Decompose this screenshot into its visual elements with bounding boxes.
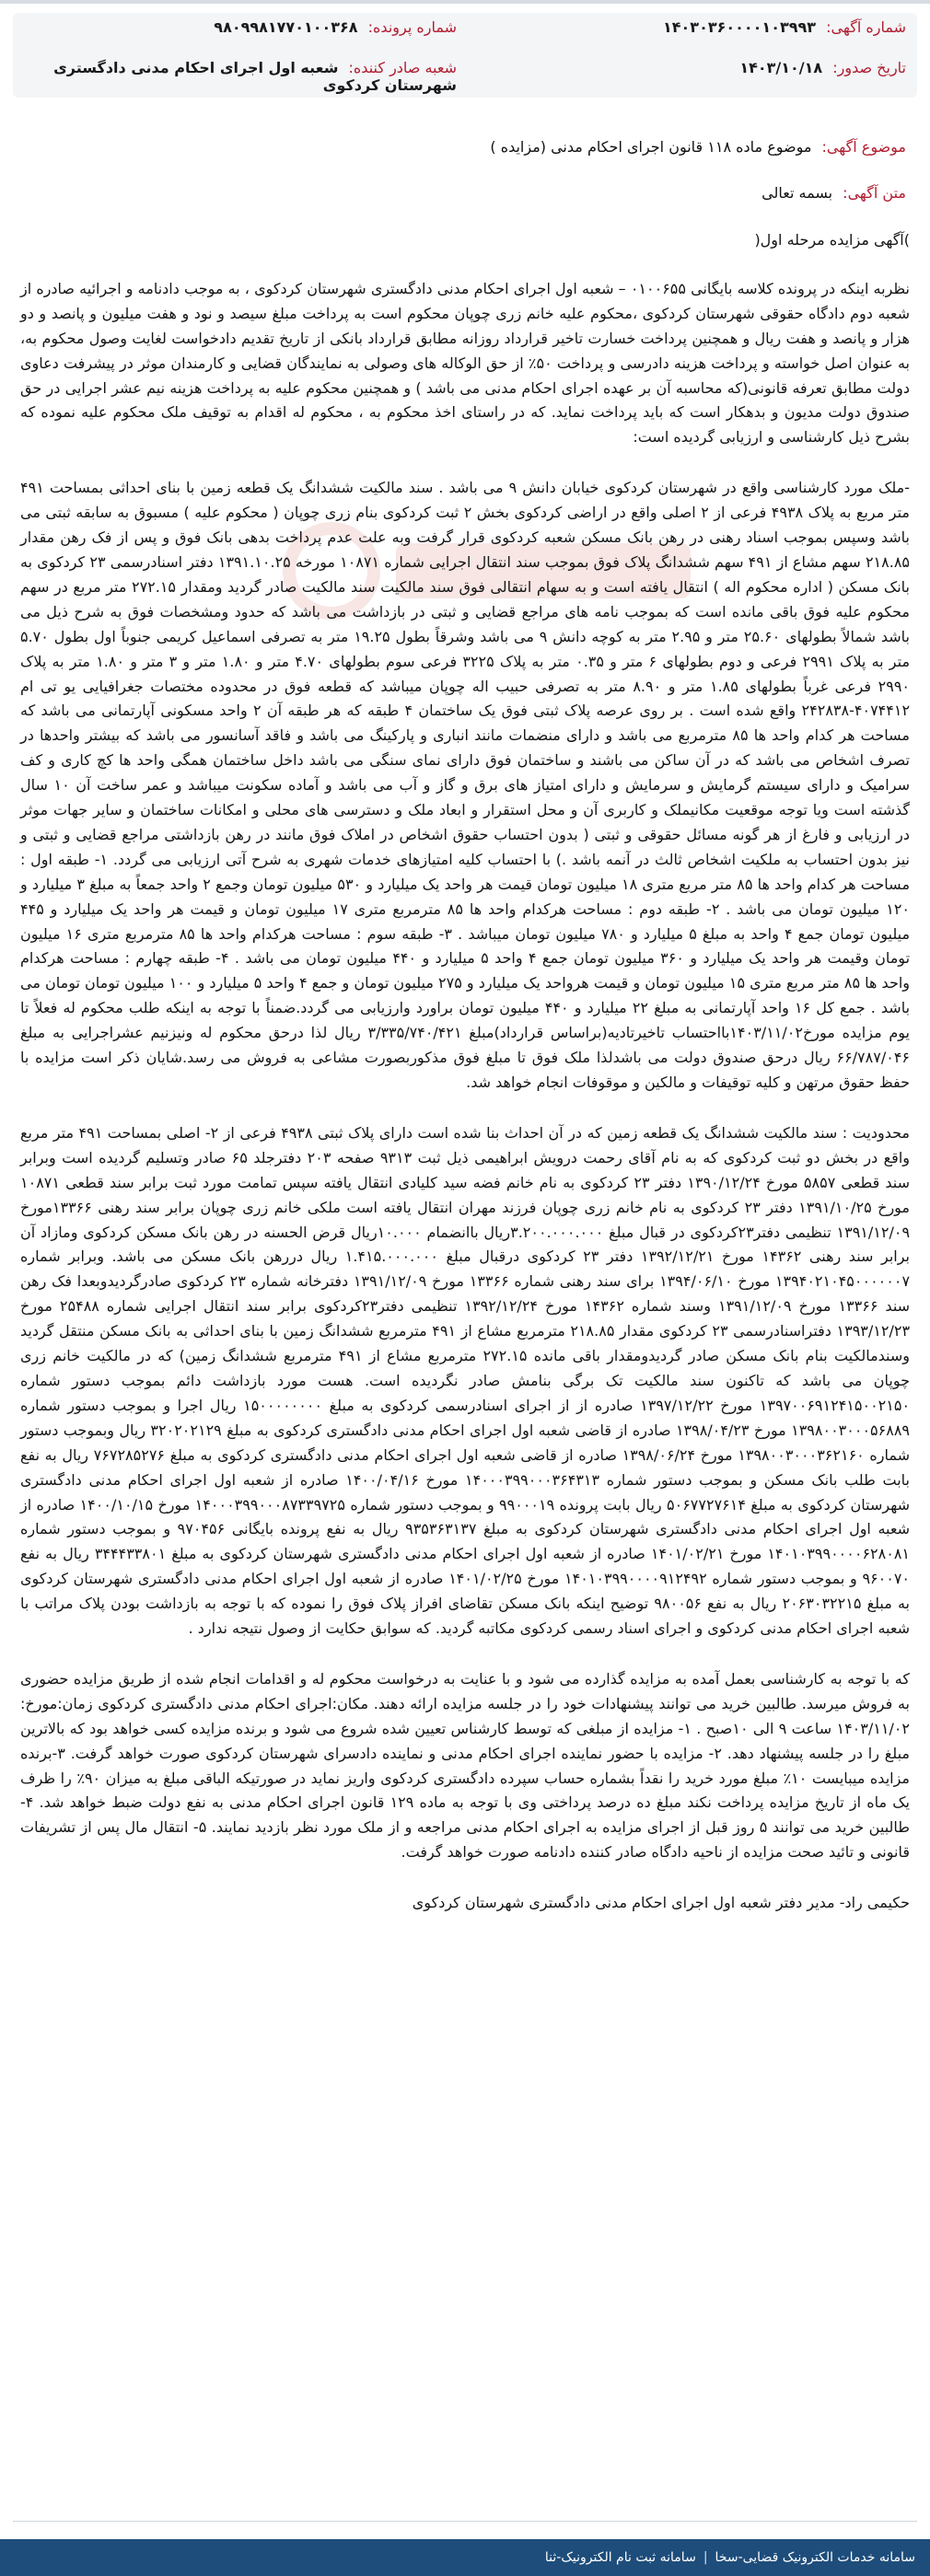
footer-link-sakha[interactable]: سامانه خدمات الکترونیک قضایی-سخا xyxy=(715,2550,915,2565)
notice-subject xyxy=(24,138,906,156)
footer-divider xyxy=(13,2521,917,2522)
paragraph-auction-terms: که با توجه به کارشناسی بعمل آمده به مزایده گذارده می شود و با عنایت به درخواست محکوم له و اقدامات انجام شده از طریق مزایده حضوری به فروش میرسد. طالبین خرید می توانند پیشنهادات خود را در جلسه مزایده ارائه دهند. مکان:اجرای احکام مدنی دادگستری کردکوی زمان:مورخ: ۱۴۰۳/۱۱/۰۲ ساعت ۹ الی ۱۰صبح . ۱- مزایده از مبلغی که توسط کارشناس تعیین شده شروع می شود و برنده مزایده کسی خواهد بود که بالاترین مبلغ را در جلسه پیشنهاد دهد. ۲- مزایده با حضور نماینده اجرای احکام مدنی و نماینده دادسرای شهرستان کردکوی صورت خواهد گرفت. ۳-برنده مزایده میبایست ۱۰٪ مبلغ مورد خرید را نقداً بشماره حساب سپرده دادگستری کردکوی واریز نماید در صورتیکه الباقی مبلغ به میزان ۹۰٪ را ظرف یک ماه از تاریخ مزایده پرداخت نکند مبلغ ده درصد پرداختی وی با توجه به ماده ۱۲۹ قانون اجرای احکام مدنی به نفع دولت ضبط خواهد شد. ۴- طالبین خرید می توانند ۵ روز قبل از اجرای مزایده به اجرای احکام مدنی مراجعه و از ملک مورد نظر بازدید نمایند. ۵- انتقال مال پس از تشریفات قانونی و تائید صحت مزایده از ناحیه دادگاه صادر کننده دادنامه صورت خواهد گرفت. xyxy=(20,1669,911,1862)
case-number xyxy=(24,18,457,59)
subject-label: موضوع آگهی: xyxy=(821,138,906,156)
notice-number-label: شماره آگهی: xyxy=(826,18,906,36)
top-bar xyxy=(0,0,930,4)
footer-separator: | xyxy=(703,2550,708,2565)
subject-value: موضوع ماده ۱۱۸ قانون اجرای احکام مدنی (مزایده ) xyxy=(490,138,812,156)
notice-body-heading xyxy=(24,184,906,202)
body-label: متن آگهی: xyxy=(843,184,906,202)
paragraph-intro: نظربه اینکه در پرونده کلاسه بایگانی ۰۱۰۰۶۵۵ – شعبه اول اجرای احکام مدنی دادگستری شهرستان کردکوی ، به موجب دادنامه و اجرائیه صادره از شعبه دوم دادگاه حقوقی شهرستان کردکوی ،محکوم علیه خانم زری چوپان محکوم است به پرداخت مبلغ سیصد و نود و هفت میلیون و پانصد و دو هزار و پانصد و هفت ریال و همچنین پرداخت خسارت تاخیر قرارداد روزانه مطابق قرارداد بانکی از تاریخ تقدیم دادخواست لغایت وصول محکوم به، به عنوان اصل خواسته و پرداخت هزینه دادرسی و پرداخت ۵۰٪ از حق الوکاله های وصولی به نمایندگان قضایی و کارمندان موثر در پیشرفت دعاوی دولت مطابق تعرفه قانونی(که محاسبه آن بر عهده اجرای احکام مدنی می باشد ) و همچنین محکوم علیه به پرداخت هزینه نیم عشر اجرایی در حق صندوق دولت مدیون و بدهکار است که باید پرداخت نماید. که در راستای اخذ محکوم به ، محکوم له اقدام به توقیف ملک محکوم علیه نموده که بشرح ذیل کارشناسی و ارزیابی گردیده است: xyxy=(20,279,911,447)
issuer-label: شعبه صادر کننده: xyxy=(348,59,457,76)
auction-title: )آگهی مزایده مرحله اول( xyxy=(754,231,910,249)
issuer-value: شعبه اول اجرای احکام مدنی دادگستری شهرستان کردکوی xyxy=(53,59,457,94)
case-number-value: ۹۸۰۹۹۸۱۷۷۰۱۰۰۳۶۸ xyxy=(214,18,358,36)
header-row-2 xyxy=(13,59,917,99)
body-heading-value: بسمه تعالی xyxy=(761,184,833,202)
header-row-1 xyxy=(13,18,917,59)
footer-link-sana[interactable]: سامانه ثبت نام الکترونیک-ثنا xyxy=(544,2550,696,2565)
issue-date-label: تاریخ صدور: xyxy=(832,59,906,76)
issue-date-value: ۱۴۰۳/۱۰/۱۸ xyxy=(739,59,823,76)
issue-date xyxy=(473,59,906,99)
paragraph-property: -ملک مورد کارشناسی واقع در شهرستان کردکوی خیابان دانش ۹ می باشد . سند مالکیت ششدانگ یک قطعه زمین با بنای احداثی بمساحت ۴۹۱ متر مربع به پلاک ۴۹۳۸ فرعی از ۲ اصلی واقع در اراضی کردکوی بخش ۲ ثبت کردکوی بنام زری چوپان ( محکوم علیه ) مسبوق به سابقه ثبتی می باشد وسپس بموجب اسناد رهنی در رهن بانک مسکن شعبه کردکوی قرار گرفت وبه علت عدم پرداخت بدهی بانک فوق و پس از فک رهن مقدار ۲۱۸.۸۵ سهم مشاع از ۴۹۱ سهم ششدانگ پلاک فوق بموجب سند انتقال اجرایی شماره ۱۰۸۷۱ مورخه ۱۳۹۱.۱۰.۲۵ دفتر اسنادرسمی ۲۳ کردکوی به بانک مسکن ( اداره محکوم اله ) انتقال یافته است و به سهام انتقالی فوق سند مالکیت سند مالکیت صادر گردید ومقدار ۲۷۲.۱۵ متر مربع در سهم محکوم علیه فوق باقی مانده است که بموجب نامه های مراجع قضایی و ثبتی در بازداشت می باشد که حدود ومشخصات فوق به شرح ذیل می باشد شمالاً بطولهای ۲۵.۶۰ متر و ۲.۹۵ متر به کوچه دانش ۹ می باشد وشرقاً بطول ۱۹.۲۵ متر به تصرفی اسماعیل کریمی جنوباً اول بطول ۵.۷۰ متر به پلاک ۲۹۹۱ فرعی و دوم بطولهای ۶ متر و ۰.۳۵ متر به پلاک ۳۲۲۵ فرعی سوم بطولهای ۴.۷۰ متر و ۱.۸۰ متر و ۳ متر و ۱.۸۰ متر به پلاک ۲۹۹۰ فرعی غرباً بطولهای ۱.۸۵ متر و ۸.۹۰ متر به تصرفی حبیب اله چوپان میباشد که قطعه فوق در محدوده مختصات جغرافیایی یو تی ام ۴۰۷۴۴۱۲-۲۴۲۸۳۸ واقع شده است . بر روی عرصه پلاک ثبتی فوق یک ساختمان ۴ طبقه که هر طبقه آن ۲ واحد مسکونی آپارتمانی می باشد که مساحت هر کدام واحد ها ۸۵ مترمربع می باشد و دارای منضمات مانند انباری و پارکینگ می باشد و فاقد آسانسور می باشد که بیشتر واحدها در تصرف اشخاص می باشد که در آن ساکن می باشند و ساختمان فوق دارای نمای سنگی می باشد داخل ساختمان همگی واحد ها کچ کاری و کف سرامیک و دارای سیستم گرمایش و سرمایش و دارای امتیاز های برق و گاز و آب می باشد و آماده سکونت میباشد و عمر ساخت آن ۱۰ سال گذشته است ویا توجه موقعیت مکانیملک و کاربری آن و محل استقرار و ابعاد ملک و دسترسی های محلی و امکانات ساختمان و سایر جهات موثر در ارزیابی و فارغ از هر گونه مسائل حقوقی و ثبتی ( بدون احتساب حقوق اشخاص در املاک فوق مانند در رهن بازداشتی مراجع قضایی و ثبتی و نیز بدون احتساب به ملکیت اشخاص ثالث در آنمه باشد .) با احتساب کلیه امتیازهای خدمات شهری به شرح آتی ارزیابی می گردد. ۱- طبقه اول : مساحت هر کدام واحد ها ۸۵ متر مربع متری ۱۸ میلیون تومان قیمت هر واحد یک میلیارد و ۵۳۰ میلیون تومان وجمع ۲ واحد جمعاً به مبلغ ۳ میلیارد و ۱۲۰ میلیون تومان می باشد . ۲- طبقه دوم : مساحت هرکدام واحد ها ۸۵ مترمربع متری ۱۷ میلیون تومان و قیمت هر واحد یک میلیارد و ۴۴۵ میلیون تومان جمع ۴ واحد به مبلغ ۵ میلیارد و ۷۸۰ میلیون تومان میباشد . ۳- طبقه سوم : مساحت هرکدام واحد ها ۸۵ مترمربع متری ۱۶ میلیون تومان وقیمت هر واحد یک میلیارد و ۳۶۰ میلیون تومان جمع ۴ واحد ۵ میلیارد و ۴۴۰ میلیون تومان می باشد . ۴- طبقه چهارم : مساحت هرکدام واحد ها ۸۵ متر مربع متری ۱۵ میلیون تومان و قیمت هرواحد یک میلیارد و ۲۷۵ میلیون تومان و جمع ۴ واحد ۵ میلیارد و ۱۰۰ میلیون تومان تومان می باشد . جمع کل ۱۶ واحد آپارتمانی به مبلغ ۲۲ میلیارد و ۴۴۰ میلیون تومان براورد وارزیابی می گردد.ضمناً با توجه به اینکه طلب محکوم له فعلاً تا یوم مزایده مورخ۱۴۰۳/۱۱/۰۲بااحتساب تاخیرتادیه(براساس قرارداد)مبلغ ۳/۳۳۵/۷۴۰/۴۲۱ ریال لذا درحق محکوم له ونیزنیم عشراجرایی به مبلغ ۶۶/۷۸۷/۰۴۶ ریال درحق صندوق دولت می باشدلذا ملک فوق تا مبلغ فوق مذکوربصورت مشاعی به فروش می رسد.شایان ذکر است مزایده با حفظ حقوق مرتهن و کلیه توقیفات و مالکین و موقوفات انجام خواهد شد. xyxy=(20,479,911,1091)
notice-number xyxy=(473,18,906,59)
paragraph-restrictions: محدودیت : سند مالکیت ششدانگ یک قطعه زمین که در آن احداث بنا شده است دارای پلاک ثبتی ۴۹۳۸ فرعی از ۲- اصلی بمساحت ۴۹۱ متر مربع واقع در بخش دو ثبت کردکوی که به نام آقای رحمت درویش ابراهیمی ذیل ثبت ۹۳۱۳ صفحه ۲۰۳ دفترجلد ۶۵ صادر وتسلیم گردیده است وبرابر سند قطعی ۵۸۵۷ مورخ ۱۳۹۰/۱۲/۲۴ دفتر ۲۳ کردکوی به نام خانم فضه سید کلیادی انتقال یافته سپس تمامت مورد ثبت برابر سند قطعی ۱۰۸۷۱ مورخ ۱۳۹۱/۱۰/۲۵ دفتر ۲۳ کردکوی به نام خانم زری چوپان فرزند مهران انتقال یافته است ملکی خانم زری چوپان برابر سند رهنی ۱۳۳۶۶مورخ ۱۳۹۱/۱۲/۰۹ تنظیمی دفتر۲۳کردکوی در قبال مبلغ ۳.۲۰۰.۰۰۰.۰۰۰ریال باانضمام ۱۰.۰۰۰ریال قرض الحسنه در رهن بانک مسکن کردکوی ومازاد آن برابر سند رهنی ۱۴۳۶۲ مورخ ۱۳۹۲/۱۲/۲۱ دفتر ۲۳ کردکوی درقبال مبلغ ۱.۴۱۵.۰۰۰.۰۰۰ ریال دررهن بانک مسکن می باشد. وبرابر شماره ۱۳۹۴۰۲۱۰۴۵۰۰۰۰۰۰۷ مورخ ۱۳۹۴/۰۶/۱۰ برای سند رهنی شماره ۱۳۳۶۶ مورخ ۱۳۹۱/۱۲/۰۹ دفترخانه شماره ۲۳ کردکوی صادرگردیدوبعدا فک رهن سند ۱۳۳۶۶ مورخ ۱۳۹۱/۱۲/۰۹ وسند شماره ۱۴۳۶۲ مورخ ۱۳۹۲/۱۲/۲۴ تنظیمی دفتر۲۳کردکوی برابر سند انتقال اجرایی شماره ۲۵۴۸۸ مورخ ۱۳۹۳/۱۲/۲۳ دفتراسنادرسمی ۲۳ کردکوی مقدار ۲۱۸.۸۵ مترمربع مشاع از ۴۹۱ مترمربع ششدانگ زمین با بنای احداثی به بانک مسکن منتقل گردید وسندمالکیت بنام بانک مسکن صادر گردیدومقدار باقی مانده ۲۷۲.۱۵ مترمربع مشاع از ۴۹۱ مترمربع ششدانگ زمین) که در مالکیت خانم زری چوپان می باشد که تاکنون سند مالکیت تک برگی بنامش صادر نگردیده است. هست مورد بازداشت دائم بموجب دستور شماره ۱۳۹۷۰۰۶۹۱۲۴۱۵۰۰۲۱۵۰ مورخ ۱۳۹۷/۱۲/۲۲ صادره از از اجرای اسنادرسمی کردکوی به مبلغ ۱۵۰۰۰۰۰۰۰۰ ریال اجرا و بموجب دستور شماره ۱۳۹۸۰۰۳۰۰۰۵۶۸۸۹ مورخ ۱۳۹۸/۰۴/۲۳ صادره از قاضی شعبه اول اجرای احکام مدنی دادگستری کردکوی به مبلغ ۳۲۰۲۰۲۱۲۹ ریال وبموجب دستور شماره ۱۳۹۸۰۰۳۰۰۰۳۶۲۱۶۰ مورخ ۱۳۹۸/۰۶/۲۴ صادره از قاضی شعبه اول اجرای احکام مدنی دادگستری کردکوی به مبلغ ۷۶۷۲۸۵۲۷۶ ریال به نفع بابت طلب بانک مسکن و بموجب دستور شماره ۱۴۰۰۰۳۹۹۰۰۰۳۶۴۳۱۳ مورخ ۱۴۰۰/۰۴/۱۶ صادره از شعبه اول اجرای احکام مدنی دادگستری شهرستان کردکوی به مبلغ ۵۰۶۷۷۲۷۶۱۴ ریال بابت پرونده ۹۹۰۰۰۱۹ و بموجب دستور شماره ۱۴۰۰۰۳۹۹۰۰۰۸۷۳۳۹۷۲۵ مورخ ۱۴۰۰/۱۰/۱۵ صادره از شعبه اول اجرای احکام مدنی دادگستری شهرستان کردکوی به مبلغ ۹۳۵۳۶۳۱۳۷ ریال به نفع پرونده بایگانی ۹۷۰۴۵۶ و بموجب دستور شماره ۱۴۰۱۰۳۹۹۰۰۰۰۶۲۸۰۸۱ مورخ ۱۴۰۱/۰۲/۲۱ صادره از شعبه اول اجرای احکام مدنی دادگستری شهرستان کردکوی به مبلغ ۳۴۴۴۳۳۸۰۱ ریال به نفع ۹۶۰۰۷۰ و بموجب دستور شماره ۱۴۰۱۰۳۹۹۰۰۰۰۹۱۲۴۹۲ مورخ ۱۴۰۱/۰۲/۲۵ صادره از شعبه اول اجرای احکام مدنی دادگستری شهرستان کردکوی به مبلغ ۲۰۶۳۰۳۲۲۱۵ ریال به نفع ۹۸۰۰۵۶ توضیح اینکه بانک مسکن تقاضای افراز پلاک فوق را نموده که با توجه به بازداشت بودن پلاک مراتب با شعبه اجرای احکام مدنی کردکوی و اجرای اسناد رسمی کردکوی مکاتبه گردید. که سوابق حکایت از وصول نتیجه ندارد . xyxy=(20,1123,911,1638)
notice-content xyxy=(20,228,910,1942)
footer-bar xyxy=(0,2539,930,2576)
issuer xyxy=(24,59,457,99)
signature: حکیمی راد- مدیر دفتر شعبه اول اجرای احکام مدنی دادگستری شهرستان کردکوی xyxy=(412,1894,910,1912)
notice-number-value: ۱۴۰۳۰۳۶۰۰۰۰۱۰۳۹۹۳ xyxy=(663,18,817,36)
case-number-label: شماره پرونده: xyxy=(367,18,457,36)
notice-header xyxy=(13,13,917,98)
